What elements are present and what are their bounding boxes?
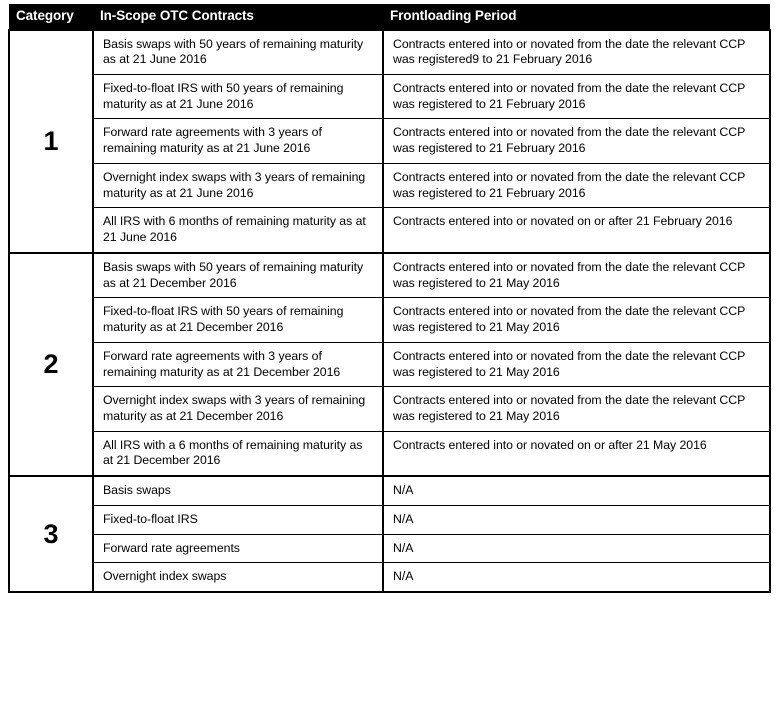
in-scope-contract-cell: Overnight index swaps with 3 years of remaining maturity as at 21 December 2016	[93, 387, 383, 431]
table-row	[9, 563, 770, 592]
frontloading-schedule-table	[8, 4, 771, 593]
in-scope-contract-cell: Overnight index swaps with 3 years of remaining maturity as at 21 June 2016	[93, 163, 383, 207]
table-row	[9, 342, 770, 386]
frontloading-period-cell: N/A	[383, 563, 770, 592]
category-cell: 2	[9, 253, 93, 476]
table-body	[9, 30, 770, 593]
frontloading-period-cell: Contracts entered into or novated on or after 21 February 2016	[383, 208, 770, 253]
in-scope-contract-cell: Forward rate agreements	[93, 534, 383, 563]
table-row	[9, 298, 770, 342]
column-header-in-scope-otc-contracts: In-Scope OTC Contracts	[93, 4, 383, 30]
category-cell: 1	[9, 30, 93, 253]
table-row	[9, 476, 770, 505]
column-header-category: Category	[9, 4, 93, 30]
table-row	[9, 505, 770, 534]
table-row	[9, 387, 770, 431]
in-scope-contract-cell: All IRS with 6 months of remaining maturity as at 21 June 2016	[93, 208, 383, 253]
in-scope-contract-cell: Overnight index swaps	[93, 563, 383, 592]
frontloading-period-cell: N/A	[383, 534, 770, 563]
frontloading-period-cell: Contracts entered into or novated from the date the relevant CCP was registered to 21 May 2016	[383, 253, 770, 298]
frontloading-period-cell: Contracts entered into or novated from the date the relevant CCP was registered9 to 21 February 2016	[383, 30, 770, 75]
in-scope-contract-cell: Basis swaps	[93, 476, 383, 505]
table-row	[9, 431, 770, 476]
frontloading-period-cell: Contracts entered into or novated from the date the relevant CCP was registered to 21 May 2016	[383, 298, 770, 342]
in-scope-contract-cell: All IRS with a 6 months of remaining maturity as at 21 December 2016	[93, 431, 383, 476]
table-row	[9, 208, 770, 253]
in-scope-contract-cell: Fixed-to-float IRS	[93, 505, 383, 534]
header-row	[9, 4, 770, 30]
table-row	[9, 30, 770, 75]
in-scope-contract-cell: Basis swaps with 50 years of remaining maturity as at 21 June 2016	[93, 30, 383, 75]
table-header	[9, 4, 770, 30]
table-row	[9, 74, 770, 118]
table-row	[9, 163, 770, 207]
frontloading-period-cell: Contracts entered into or novated from the date the relevant CCP was registered to 21 February 2016	[383, 119, 770, 163]
in-scope-contract-cell: Forward rate agreements with 3 years of remaining maturity as at 21 December 2016	[93, 342, 383, 386]
frontloading-period-cell: Contracts entered into or novated from the date the relevant CCP was registered to 21 May 2016	[383, 387, 770, 431]
frontloading-period-cell: N/A	[383, 505, 770, 534]
in-scope-contract-cell: Forward rate agreements with 3 years of remaining maturity as at 21 June 2016	[93, 119, 383, 163]
frontloading-period-cell: Contracts entered into or novated on or after 21 May 2016	[383, 431, 770, 476]
frontloading-period-cell: Contracts entered into or novated from the date the relevant CCP was registered to 21 May 2016	[383, 342, 770, 386]
column-header-frontloading-period: Frontloading Period	[383, 4, 770, 30]
in-scope-contract-cell: Basis swaps with 50 years of remaining maturity as at 21 December 2016	[93, 253, 383, 298]
table-row	[9, 253, 770, 298]
frontloading-period-cell: Contracts entered into or novated from the date the relevant CCP was registered to 21 February 2016	[383, 74, 770, 118]
table-row	[9, 119, 770, 163]
frontloading-period-cell: Contracts entered into or novated from the date the relevant CCP was registered to 21 February 2016	[383, 163, 770, 207]
in-scope-contract-cell: Fixed-to-float IRS with 50 years of remaining maturity as at 21 December 2016	[93, 298, 383, 342]
frontloading-period-cell: N/A	[383, 476, 770, 505]
in-scope-contract-cell: Fixed-to-float IRS with 50 years of remaining maturity as at 21 June 2016	[93, 74, 383, 118]
table-row	[9, 534, 770, 563]
category-cell: 3	[9, 476, 93, 592]
